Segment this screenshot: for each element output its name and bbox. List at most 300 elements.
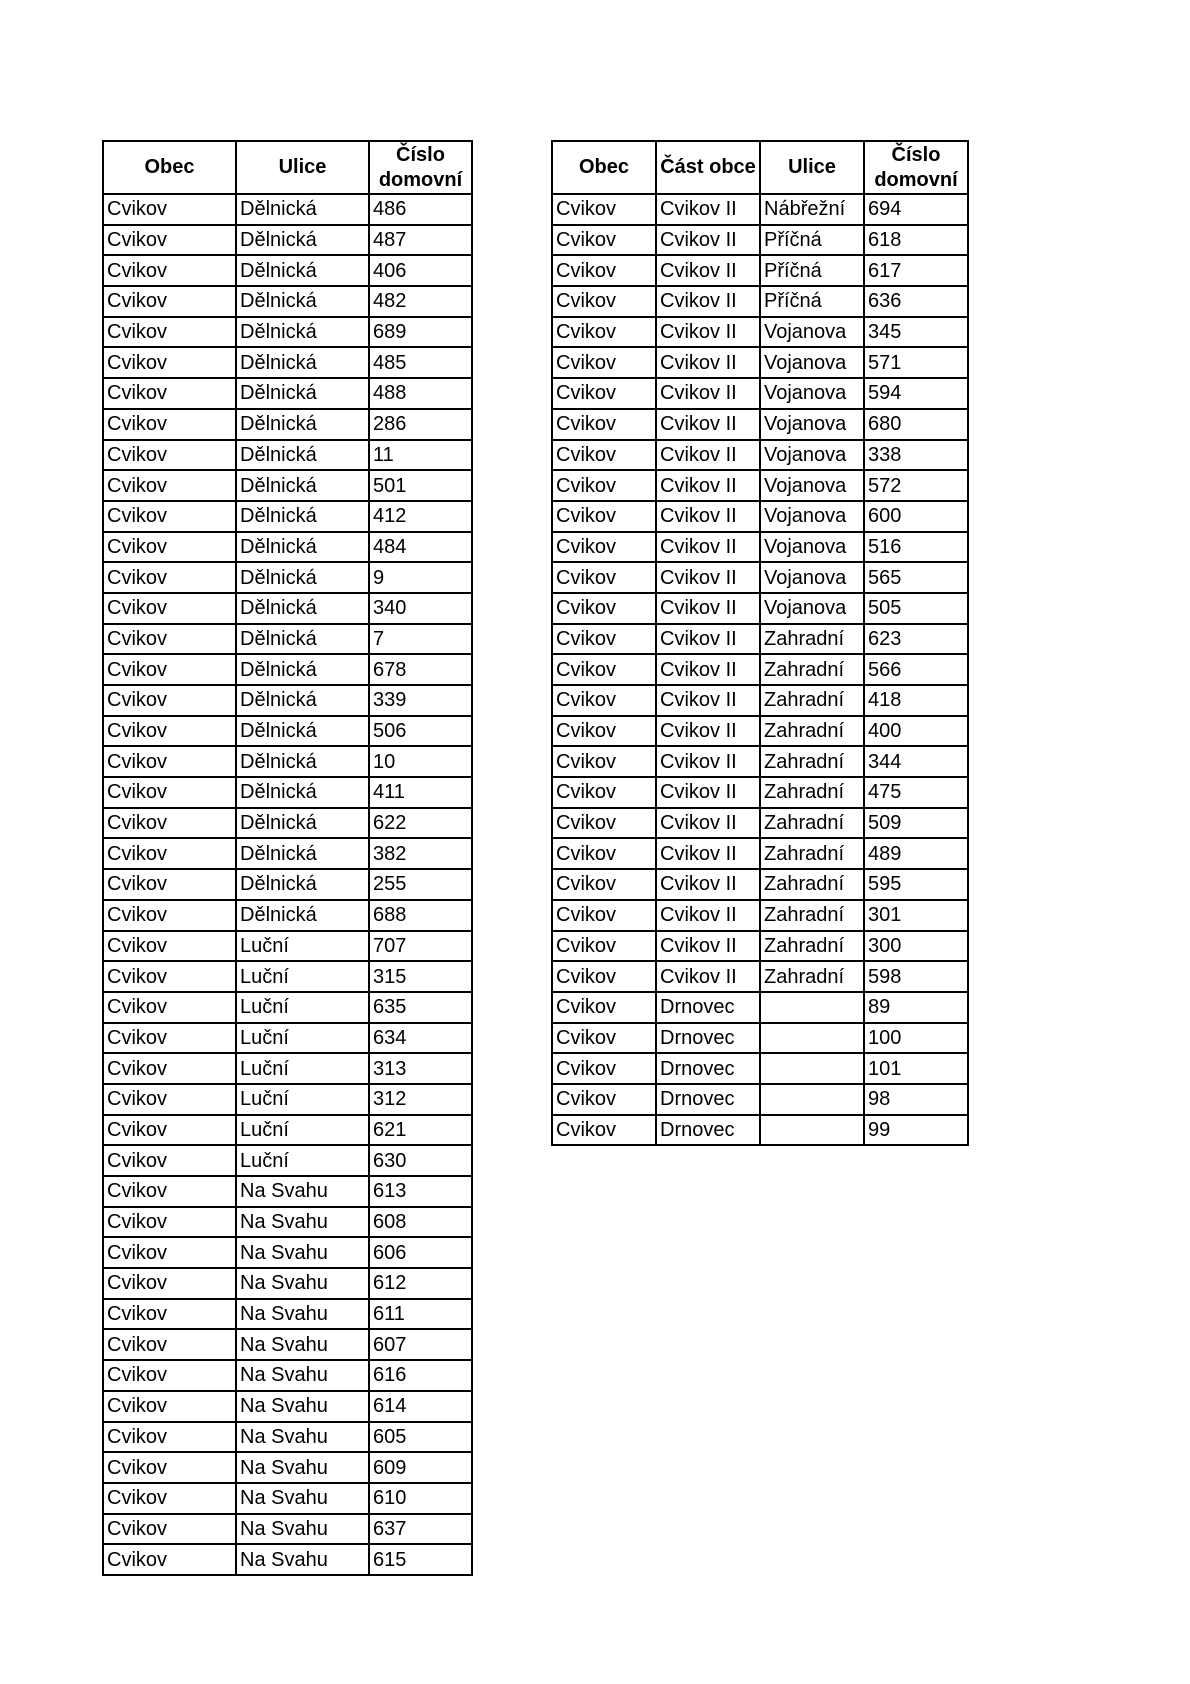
table-row bbox=[103, 1483, 472, 1514]
cell-cislo-domovni: 694 bbox=[864, 194, 968, 225]
cell-ulice: Nábřežní bbox=[760, 194, 864, 225]
cell-ulice: Dělnická bbox=[236, 562, 369, 593]
table-row bbox=[103, 532, 472, 563]
cell-ulice: Na Svahu bbox=[236, 1329, 369, 1360]
cell-obec: Cvikov bbox=[103, 1084, 236, 1115]
cell-ulice: Dělnická bbox=[236, 409, 369, 440]
cell-cislo-domovni: 501 bbox=[369, 470, 472, 501]
table-row bbox=[552, 869, 968, 900]
cell-obec: Cvikov bbox=[552, 992, 656, 1023]
cell-obec: Cvikov bbox=[552, 931, 656, 962]
right-address-table bbox=[551, 140, 969, 1146]
table-row bbox=[552, 808, 968, 839]
table-row bbox=[103, 409, 472, 440]
cell-cast-obce: Cvikov II bbox=[656, 961, 760, 992]
cell-ulice bbox=[760, 1115, 864, 1146]
cell-ulice: Příčná bbox=[760, 225, 864, 256]
cell-obec: Cvikov bbox=[103, 1207, 236, 1238]
cell-ulice: Zahradní bbox=[760, 961, 864, 992]
table-row bbox=[103, 624, 472, 655]
cell-cast-obce: Cvikov II bbox=[656, 685, 760, 716]
cell-cislo-domovni: 598 bbox=[864, 961, 968, 992]
cell-obec: Cvikov bbox=[103, 1145, 236, 1176]
table-row bbox=[103, 654, 472, 685]
cell-cast-obce: Drnovec bbox=[656, 992, 760, 1023]
cell-cislo-domovni: 622 bbox=[369, 808, 472, 839]
cell-ulice: Na Svahu bbox=[236, 1176, 369, 1207]
table-row bbox=[552, 409, 968, 440]
cell-ulice: Dělnická bbox=[236, 470, 369, 501]
cell-obec: Cvikov bbox=[552, 900, 656, 931]
cell-cislo-domovni: 572 bbox=[864, 470, 968, 501]
cell-obec: Cvikov bbox=[103, 317, 236, 348]
cell-cislo-domovni: 300 bbox=[864, 931, 968, 962]
table-row bbox=[552, 470, 968, 501]
cell-ulice: Dělnická bbox=[236, 378, 369, 409]
table-row bbox=[103, 931, 472, 962]
cell-obec: Cvikov bbox=[103, 1452, 236, 1483]
cell-cislo-domovni: 482 bbox=[369, 286, 472, 317]
table-row bbox=[103, 961, 472, 992]
cell-ulice: Dělnická bbox=[236, 255, 369, 286]
cell-ulice: Zahradní bbox=[760, 900, 864, 931]
cell-cast-obce: Cvikov II bbox=[656, 869, 760, 900]
table-row bbox=[103, 1053, 472, 1084]
cell-ulice bbox=[760, 992, 864, 1023]
cell-cislo-domovni: 488 bbox=[369, 378, 472, 409]
cell-cislo-domovni: 301 bbox=[864, 900, 968, 931]
cell-ulice: Dělnická bbox=[236, 286, 369, 317]
cell-cast-obce: Cvikov II bbox=[656, 255, 760, 286]
cell-ulice: Dělnická bbox=[236, 440, 369, 471]
cell-ulice: Vojanova bbox=[760, 378, 864, 409]
table-row bbox=[103, 470, 472, 501]
table-row bbox=[552, 286, 968, 317]
cell-ulice: Dělnická bbox=[236, 869, 369, 900]
cell-cislo-domovni: 615 bbox=[369, 1544, 472, 1575]
cell-cislo-domovni: 635 bbox=[369, 992, 472, 1023]
cell-obec: Cvikov bbox=[103, 1329, 236, 1360]
cell-cislo-domovni: 634 bbox=[369, 1023, 472, 1054]
cell-obec: Cvikov bbox=[103, 931, 236, 962]
cell-obec: Cvikov bbox=[552, 286, 656, 317]
cell-cislo-domovni: 621 bbox=[369, 1115, 472, 1146]
cell-cislo-domovni: 509 bbox=[864, 808, 968, 839]
cell-cislo-domovni: 566 bbox=[864, 654, 968, 685]
cell-obec: Cvikov bbox=[552, 624, 656, 655]
table-row bbox=[103, 225, 472, 256]
table-row bbox=[103, 1391, 472, 1422]
cell-obec: Cvikov bbox=[103, 777, 236, 808]
table-row bbox=[103, 593, 472, 624]
cell-ulice bbox=[760, 1023, 864, 1054]
cell-cislo-domovni: 678 bbox=[369, 654, 472, 685]
cell-cislo-domovni: 516 bbox=[864, 532, 968, 563]
cell-obec: Cvikov bbox=[103, 685, 236, 716]
cell-ulice: Zahradní bbox=[760, 869, 864, 900]
cell-obec: Cvikov bbox=[103, 255, 236, 286]
cell-obec: Cvikov bbox=[552, 378, 656, 409]
cell-cislo-domovni: 418 bbox=[864, 685, 968, 716]
table-row bbox=[103, 317, 472, 348]
cell-obec: Cvikov bbox=[103, 532, 236, 563]
table-row bbox=[552, 593, 968, 624]
table-row bbox=[103, 685, 472, 716]
cell-obec: Cvikov bbox=[103, 654, 236, 685]
cell-cislo-domovni: 338 bbox=[864, 440, 968, 471]
cell-ulice: Vojanova bbox=[760, 409, 864, 440]
table-row bbox=[552, 562, 968, 593]
cell-cislo-domovni: 98 bbox=[864, 1084, 968, 1115]
cell-cislo-domovni: 99 bbox=[864, 1115, 968, 1146]
cell-ulice: Zahradní bbox=[760, 808, 864, 839]
cell-ulice: Dělnická bbox=[236, 746, 369, 777]
table-row bbox=[103, 777, 472, 808]
cell-ulice: Dělnická bbox=[236, 900, 369, 931]
cell-ulice: Na Svahu bbox=[236, 1237, 369, 1268]
table-row bbox=[103, 1544, 472, 1575]
header-cislo-domovni: Číslo domovní bbox=[864, 141, 968, 194]
cell-ulice: Příčná bbox=[760, 286, 864, 317]
header-obec: Obec bbox=[103, 141, 236, 194]
cell-obec: Cvikov bbox=[103, 194, 236, 225]
cell-obec: Cvikov bbox=[552, 347, 656, 378]
cell-cislo-domovni: 605 bbox=[369, 1422, 472, 1453]
table-row bbox=[103, 1207, 472, 1238]
cell-cislo-domovni: 487 bbox=[369, 225, 472, 256]
cell-ulice: Zahradní bbox=[760, 777, 864, 808]
table-row bbox=[552, 992, 968, 1023]
header-cislo-domovni: Číslo domovní bbox=[369, 141, 472, 194]
cell-ulice: Vojanova bbox=[760, 317, 864, 348]
cell-ulice: Na Svahu bbox=[236, 1422, 369, 1453]
cell-ulice: Dělnická bbox=[236, 593, 369, 624]
cell-cislo-domovni: 484 bbox=[369, 532, 472, 563]
cell-obec: Cvikov bbox=[103, 1544, 236, 1575]
cell-cast-obce: Cvikov II bbox=[656, 501, 760, 532]
cell-obec: Cvikov bbox=[552, 838, 656, 869]
table-row bbox=[103, 562, 472, 593]
cell-obec: Cvikov bbox=[103, 1360, 236, 1391]
table-row bbox=[552, 347, 968, 378]
cell-obec: Cvikov bbox=[552, 532, 656, 563]
cell-cislo-domovni: 680 bbox=[864, 409, 968, 440]
cell-ulice: Na Svahu bbox=[236, 1514, 369, 1545]
cell-ulice: Vojanova bbox=[760, 501, 864, 532]
cell-obec: Cvikov bbox=[103, 1514, 236, 1545]
table-row bbox=[103, 347, 472, 378]
cell-ulice: Vojanova bbox=[760, 532, 864, 563]
cell-ulice: Dělnická bbox=[236, 317, 369, 348]
cell-obec: Cvikov bbox=[552, 685, 656, 716]
table-row bbox=[552, 1053, 968, 1084]
cell-obec: Cvikov bbox=[552, 440, 656, 471]
cell-obec: Cvikov bbox=[103, 286, 236, 317]
cell-obec: Cvikov bbox=[103, 900, 236, 931]
cell-cislo-domovni: 345 bbox=[864, 317, 968, 348]
cell-cislo-domovni: 475 bbox=[864, 777, 968, 808]
cell-ulice: Vojanova bbox=[760, 562, 864, 593]
table-row bbox=[103, 1329, 472, 1360]
cell-cast-obce: Drnovec bbox=[656, 1115, 760, 1146]
cell-ulice: Zahradní bbox=[760, 931, 864, 962]
cell-ulice: Na Svahu bbox=[236, 1360, 369, 1391]
cell-cislo-domovni: 630 bbox=[369, 1145, 472, 1176]
cell-cislo-domovni: 340 bbox=[369, 593, 472, 624]
cell-cislo-domovni: 595 bbox=[864, 869, 968, 900]
cell-ulice: Vojanova bbox=[760, 470, 864, 501]
cell-obec: Cvikov bbox=[103, 1023, 236, 1054]
table-row bbox=[103, 1452, 472, 1483]
table-row bbox=[103, 378, 472, 409]
cell-cislo-domovni: 689 bbox=[369, 317, 472, 348]
cell-cislo-domovni: 610 bbox=[369, 1483, 472, 1514]
table-row bbox=[103, 1422, 472, 1453]
table-row bbox=[552, 746, 968, 777]
cell-obec: Cvikov bbox=[103, 1422, 236, 1453]
cell-cislo-domovni: 100 bbox=[864, 1023, 968, 1054]
cell-ulice: Zahradní bbox=[760, 716, 864, 747]
table-row bbox=[103, 286, 472, 317]
table-row bbox=[103, 1299, 472, 1330]
cell-cast-obce: Drnovec bbox=[656, 1053, 760, 1084]
header-row bbox=[103, 141, 472, 194]
cell-cislo-domovni: 637 bbox=[369, 1514, 472, 1545]
cell-cislo-domovni: 505 bbox=[864, 593, 968, 624]
cell-obec: Cvikov bbox=[552, 961, 656, 992]
cell-obec: Cvikov bbox=[103, 869, 236, 900]
table-row bbox=[103, 808, 472, 839]
cell-cislo-domovni: 617 bbox=[864, 255, 968, 286]
table-row bbox=[103, 746, 472, 777]
table-row bbox=[103, 1360, 472, 1391]
cell-cislo-domovni: 412 bbox=[369, 501, 472, 532]
cell-obec: Cvikov bbox=[103, 1268, 236, 1299]
cell-ulice: Zahradní bbox=[760, 838, 864, 869]
cell-cislo-domovni: 313 bbox=[369, 1053, 472, 1084]
cell-cislo-domovni: 339 bbox=[369, 685, 472, 716]
cell-cislo-domovni: 623 bbox=[864, 624, 968, 655]
cell-obec: Cvikov bbox=[103, 624, 236, 655]
cell-cast-obce: Drnovec bbox=[656, 1084, 760, 1115]
cell-obec: Cvikov bbox=[552, 409, 656, 440]
cell-obec: Cvikov bbox=[552, 746, 656, 777]
cell-cast-obce: Cvikov II bbox=[656, 624, 760, 655]
table-row bbox=[552, 255, 968, 286]
cell-ulice: Luční bbox=[236, 1023, 369, 1054]
cell-cislo-domovni: 411 bbox=[369, 777, 472, 808]
table-row bbox=[103, 255, 472, 286]
table-row bbox=[552, 838, 968, 869]
table-row bbox=[103, 1145, 472, 1176]
cell-ulice: Na Svahu bbox=[236, 1207, 369, 1238]
cell-obec: Cvikov bbox=[552, 194, 656, 225]
cell-ulice: Zahradní bbox=[760, 685, 864, 716]
cell-ulice: Zahradní bbox=[760, 654, 864, 685]
cell-obec: Cvikov bbox=[552, 501, 656, 532]
header-ulice: Ulice bbox=[760, 141, 864, 194]
cell-obec: Cvikov bbox=[103, 593, 236, 624]
cell-cislo-domovni: 489 bbox=[864, 838, 968, 869]
cell-cislo-domovni: 400 bbox=[864, 716, 968, 747]
cell-obec: Cvikov bbox=[552, 808, 656, 839]
table-row bbox=[552, 685, 968, 716]
table-row bbox=[552, 1115, 968, 1146]
cell-ulice: Na Svahu bbox=[236, 1268, 369, 1299]
cell-ulice bbox=[760, 1053, 864, 1084]
cell-cislo-domovni: 606 bbox=[369, 1237, 472, 1268]
cell-obec: Cvikov bbox=[103, 1053, 236, 1084]
table-row bbox=[552, 194, 968, 225]
cell-cislo-domovni: 485 bbox=[369, 347, 472, 378]
cell-cislo-domovni: 609 bbox=[369, 1452, 472, 1483]
cell-cislo-domovni: 9 bbox=[369, 562, 472, 593]
cell-cislo-domovni: 344 bbox=[864, 746, 968, 777]
table-row bbox=[552, 501, 968, 532]
cell-cast-obce: Cvikov II bbox=[656, 716, 760, 747]
table-row bbox=[552, 1084, 968, 1115]
cell-ulice: Příčná bbox=[760, 255, 864, 286]
table-row bbox=[552, 931, 968, 962]
cell-obec: Cvikov bbox=[103, 1391, 236, 1422]
cell-ulice: Luční bbox=[236, 961, 369, 992]
cell-cast-obce: Cvikov II bbox=[656, 562, 760, 593]
table-row bbox=[552, 317, 968, 348]
cell-ulice: Dělnická bbox=[236, 501, 369, 532]
cell-obec: Cvikov bbox=[103, 716, 236, 747]
cell-cast-obce: Cvikov II bbox=[656, 225, 760, 256]
cell-cislo-domovni: 613 bbox=[369, 1176, 472, 1207]
cell-cislo-domovni: 10 bbox=[369, 746, 472, 777]
table-row bbox=[103, 900, 472, 931]
table-row bbox=[103, 1023, 472, 1054]
cell-cislo-domovni: 486 bbox=[369, 194, 472, 225]
table-body bbox=[552, 194, 968, 1145]
cell-ulice bbox=[760, 1084, 864, 1115]
table-row bbox=[103, 716, 472, 747]
cell-cislo-domovni: 506 bbox=[369, 716, 472, 747]
cell-ulice: Dělnická bbox=[236, 777, 369, 808]
cell-obec: Cvikov bbox=[552, 255, 656, 286]
table-row bbox=[552, 624, 968, 655]
header-row bbox=[552, 141, 968, 194]
cell-obec: Cvikov bbox=[552, 777, 656, 808]
cell-ulice: Zahradní bbox=[760, 746, 864, 777]
cell-ulice: Luční bbox=[236, 1145, 369, 1176]
cell-ulice: Vojanova bbox=[760, 440, 864, 471]
cell-ulice: Dělnická bbox=[236, 685, 369, 716]
cell-obec: Cvikov bbox=[552, 470, 656, 501]
cell-cislo-domovni: 600 bbox=[864, 501, 968, 532]
cell-cast-obce: Cvikov II bbox=[656, 194, 760, 225]
left-address-table bbox=[102, 140, 473, 1576]
cell-cislo-domovni: 406 bbox=[369, 255, 472, 286]
cell-cislo-domovni: 636 bbox=[864, 286, 968, 317]
cell-cislo-domovni: 286 bbox=[369, 409, 472, 440]
table-row bbox=[103, 1115, 472, 1146]
table-row bbox=[103, 1237, 472, 1268]
table-row bbox=[552, 378, 968, 409]
cell-ulice: Dělnická bbox=[236, 347, 369, 378]
cell-obec: Cvikov bbox=[552, 562, 656, 593]
cell-cislo-domovni: 612 bbox=[369, 1268, 472, 1299]
cell-cislo-domovni: 571 bbox=[864, 347, 968, 378]
cell-cast-obce: Cvikov II bbox=[656, 347, 760, 378]
cell-ulice: Luční bbox=[236, 931, 369, 962]
cell-ulice: Na Svahu bbox=[236, 1299, 369, 1330]
cell-cast-obce: Cvikov II bbox=[656, 470, 760, 501]
cell-cislo-domovni: 611 bbox=[369, 1299, 472, 1330]
cell-ulice: Na Svahu bbox=[236, 1483, 369, 1514]
cell-ulice: Na Svahu bbox=[236, 1391, 369, 1422]
cell-obec: Cvikov bbox=[103, 1237, 236, 1268]
cell-cislo-domovni: 7 bbox=[369, 624, 472, 655]
cell-cislo-domovni: 101 bbox=[864, 1053, 968, 1084]
cell-ulice: Zahradní bbox=[760, 624, 864, 655]
cell-ulice: Vojanova bbox=[760, 593, 864, 624]
cell-ulice: Na Svahu bbox=[236, 1452, 369, 1483]
cell-ulice: Luční bbox=[236, 1115, 369, 1146]
table-row bbox=[552, 777, 968, 808]
cell-cislo-domovni: 707 bbox=[369, 931, 472, 962]
cell-cast-obce: Cvikov II bbox=[656, 838, 760, 869]
cell-obec: Cvikov bbox=[552, 593, 656, 624]
table-row bbox=[103, 992, 472, 1023]
cell-obec: Cvikov bbox=[103, 1115, 236, 1146]
cell-cislo-domovni: 565 bbox=[864, 562, 968, 593]
cell-obec: Cvikov bbox=[103, 961, 236, 992]
cell-cislo-domovni: 594 bbox=[864, 378, 968, 409]
cell-cislo-domovni: 618 bbox=[864, 225, 968, 256]
cell-cislo-domovni: 616 bbox=[369, 1360, 472, 1391]
cell-cast-obce: Cvikov II bbox=[656, 900, 760, 931]
cell-cast-obce: Cvikov II bbox=[656, 409, 760, 440]
cell-cislo-domovni: 614 bbox=[369, 1391, 472, 1422]
table-row bbox=[552, 961, 968, 992]
table-row bbox=[103, 1268, 472, 1299]
cell-cislo-domovni: 11 bbox=[369, 440, 472, 471]
cell-obec: Cvikov bbox=[552, 1023, 656, 1054]
cell-obec: Cvikov bbox=[552, 654, 656, 685]
cell-cast-obce: Cvikov II bbox=[656, 654, 760, 685]
cell-cast-obce: Cvikov II bbox=[656, 317, 760, 348]
cell-obec: Cvikov bbox=[103, 470, 236, 501]
header-obec: Obec bbox=[552, 141, 656, 194]
cell-cislo-domovni: 315 bbox=[369, 961, 472, 992]
cell-cast-obce: Cvikov II bbox=[656, 378, 760, 409]
cell-ulice: Dělnická bbox=[236, 838, 369, 869]
table-row bbox=[552, 1023, 968, 1054]
table-row bbox=[552, 716, 968, 747]
table-row bbox=[552, 225, 968, 256]
cell-obec: Cvikov bbox=[103, 1176, 236, 1207]
cell-obec: Cvikov bbox=[103, 225, 236, 256]
cell-cast-obce: Cvikov II bbox=[656, 777, 760, 808]
cell-obec: Cvikov bbox=[552, 1053, 656, 1084]
cell-obec: Cvikov bbox=[103, 992, 236, 1023]
table-row bbox=[103, 1084, 472, 1115]
cell-ulice: Dělnická bbox=[236, 225, 369, 256]
cell-ulice: Dělnická bbox=[236, 808, 369, 839]
cell-obec: Cvikov bbox=[103, 409, 236, 440]
cell-cislo-domovni: 255 bbox=[369, 869, 472, 900]
header-cast-obce: Část obce bbox=[656, 141, 760, 194]
cell-cast-obce: Cvikov II bbox=[656, 746, 760, 777]
table-body bbox=[103, 194, 472, 1575]
cell-ulice: Dělnická bbox=[236, 194, 369, 225]
cell-cast-obce: Cvikov II bbox=[656, 808, 760, 839]
cell-ulice: Dělnická bbox=[236, 654, 369, 685]
